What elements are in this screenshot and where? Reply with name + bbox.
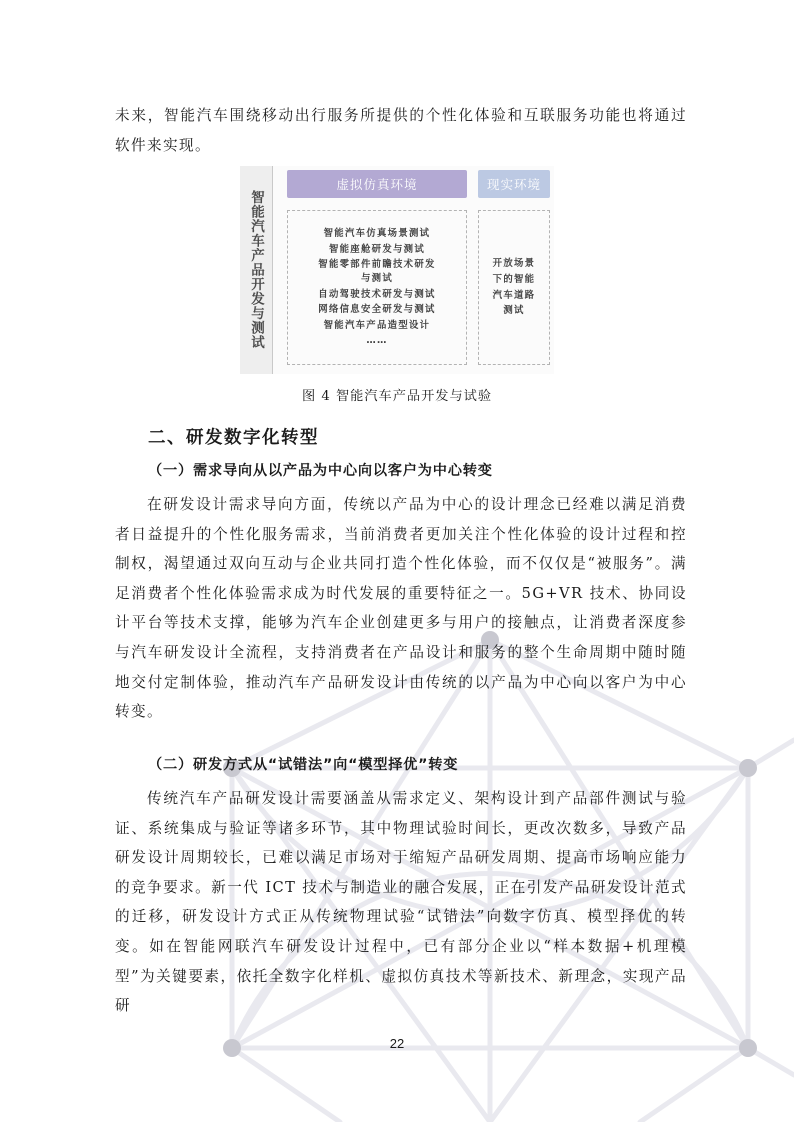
section-title: 二、研发数字化转型 — [148, 428, 319, 448]
virtual-item: 网络信息安全研发与测试 — [318, 304, 436, 316]
real-environment-items-box — [478, 210, 550, 365]
virtual-item: 智能汽车产品造型设计 — [323, 319, 431, 331]
virtual-item: 智能座舱研发与测试 — [328, 243, 426, 255]
subsection-1-body: 在研发设计需求导向方面，传统以产品为中心的设计理念已经难以满足消费者日益提升的个性化服务需求，当前消费者更加关注个性化体验的设计过程和控制权，渴望通过双向互动与企业共同打造个性化体验，而不仅仅是“被服务”。满足消费者个性化体验需求成为时代发展的重要特征之一。5G+VR 技术、协同设计平台等技术支撑，能够为汽车企业创建更多与用户的接触点，让消费者深度参与汽车研发设计全流程，支持消费者在产品设计和服务的整个生命周期中随时随地交付定制体验，推动汽车产品研发设计由传统的以产品为中心向以客户为中心转变。 — [115, 496, 687, 721]
intro-paragraph: 未来，智能汽车围绕移动出行服务所提供的个性化体验和互联服务功能也将通过软件来实现。 — [115, 107, 687, 154]
virtual-environment-header: 虚拟仿真环境 — [287, 170, 467, 198]
figure-side-label: 智能汽车产品开发与测试 — [248, 190, 264, 350]
real-item: 测试 — [503, 305, 525, 317]
real-item: 开放场景 — [492, 258, 536, 270]
page-number: 22 — [389, 1036, 405, 1051]
figure-product-development-diagram — [240, 166, 554, 374]
real-environment-header: 现实环境 — [478, 170, 550, 198]
virtual-environment-items-box — [287, 210, 467, 365]
real-item: 下的智能 — [492, 273, 536, 285]
virtual-item: 智能汽车仿真场景测试 — [323, 228, 431, 240]
virtual-item-ellipsis: …… — [366, 335, 388, 347]
virtual-item: 与测试 — [360, 272, 394, 284]
real-item: 汽车道路 — [492, 289, 536, 301]
figure-side-label-panel — [240, 166, 273, 374]
subsection-title-1: （一）需求导向从以产品为中心向以客户为中心转变 — [148, 463, 493, 479]
virtual-item: 自动驾驶技术研发与测试 — [318, 288, 436, 300]
subsection-title-2: （二）研发方式从“试错法”向“模型择优”转变 — [148, 757, 459, 773]
subsection-2-body: 传统汽车产品研发设计需要涵盖从需求定义、架构设计到产品部件测试与验证、系统集成与验证等诸多环节，其中物理试验时间长，更改次数多，导致产品研发设计周期较长，已难以满足市场对于缩短产品研发周期、提高市场响应能力的竞争要求。新一代 ICT 技术与制造业的融合发展，正在引发产品研发设计范式的迁移，研发设计方式正从传统物理试验“试错法”向数字仿真、模型择优的转变。如在智能网联汽车研发设计过程中，已有部分企业以“样本数据+机理模型”为关键要素，依托全数字化样机、虚拟仿真技术等新技术、新理念，实现产品研 — [115, 790, 687, 1015]
figure-caption: 图 4 智能汽车产品开发与试验 — [301, 389, 493, 404]
virtual-item: 智能零部件前瞻技术研发 — [318, 259, 436, 271]
